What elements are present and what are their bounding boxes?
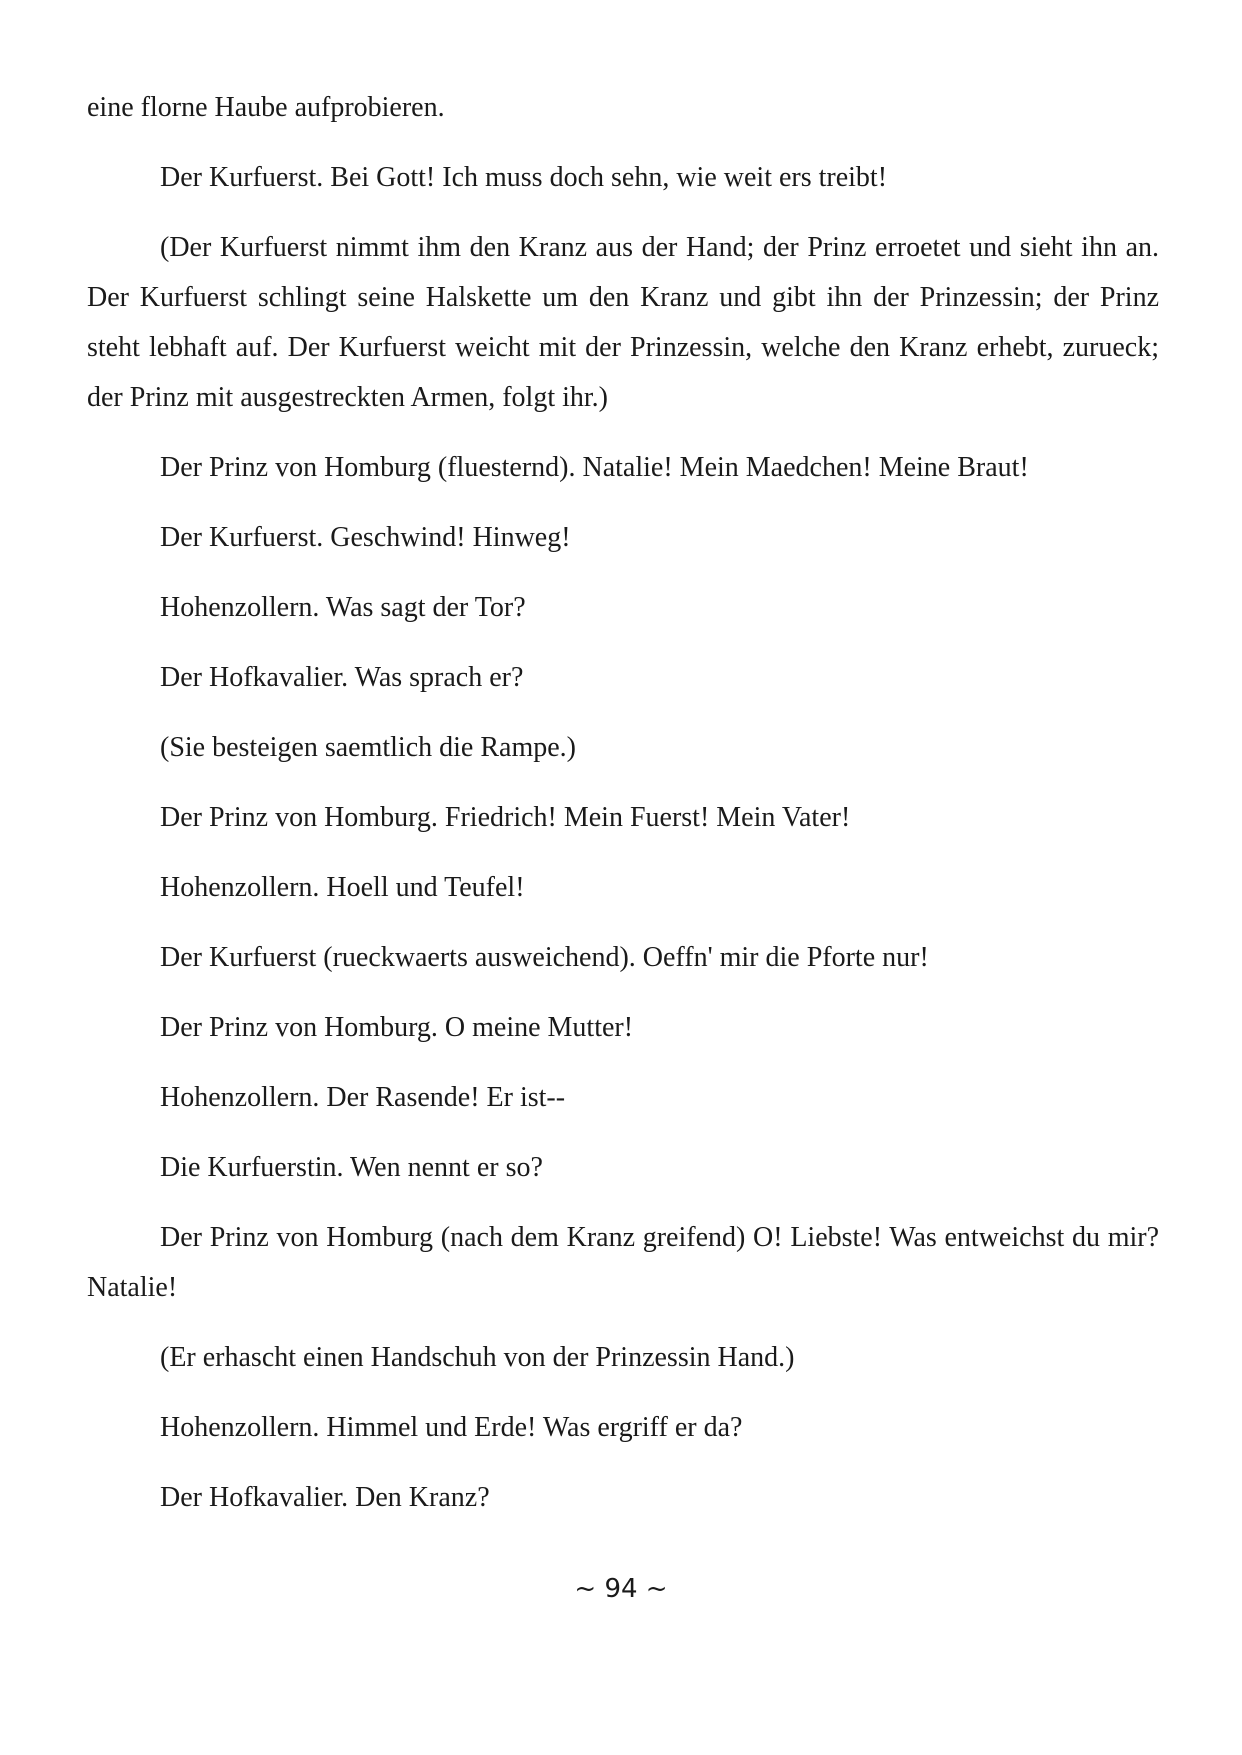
paragraph: Der Kurfuerst (rueckwaerts ausweichend). Oeffn' mir die Pforte nur! bbox=[160, 942, 929, 973]
paragraph: Der Hofkavalier. Was sprach er? bbox=[160, 662, 524, 693]
paragraph: Die Kurfuerstin. Wen nennt er so? bbox=[160, 1152, 543, 1183]
paragraph: Der Kurfuerst. Geschwind! Hinweg! bbox=[160, 522, 571, 553]
paragraph: Der Prinz von Homburg (nach dem Kranz greifend) O! Liebste! Was entweichst du mir? Natalie! bbox=[87, 1222, 1159, 1303]
paragraph: Hohenzollern. Was sagt der Tor? bbox=[160, 592, 526, 623]
paragraph: (Sie besteigen saemtlich die Rampe.) bbox=[160, 732, 576, 763]
body-text bbox=[87, 83, 1159, 1543]
paragraph: Der Hofkavalier. Den Kranz? bbox=[160, 1482, 490, 1513]
paragraph: (Er erhascht einen Handschuh von der Prinzessin Hand.) bbox=[160, 1342, 795, 1373]
paragraph: Der Prinz von Homburg. O meine Mutter! bbox=[160, 1012, 634, 1043]
paragraph: Der Kurfuerst. Bei Gott! Ich muss doch sehn, wie weit ers treibt! bbox=[160, 162, 888, 193]
paragraph: Der Prinz von Homburg. Friedrich! Mein Fuerst! Mein Vater! bbox=[160, 802, 851, 833]
paragraph: Der Prinz von Homburg (fluesternd). Natalie! Mein Maedchen! Meine Braut! bbox=[160, 452, 1029, 483]
paragraph: Hohenzollern. Der Rasende! Er ist-- bbox=[160, 1082, 566, 1113]
paragraph: (Der Kurfuerst nimmt ihm den Kranz aus der Hand; der Prinz erroetet und sieht ihn an. Der Kurfuerst schlingt seine Halskette um den Kranz und gibt ihn der Prinzessin; der Prinz steht lebhaft auf. Der Kurfuerst weicht mit der Prinzessin, welche den Kranz erhebt, zurueck; der Prinz mit ausgestreckten Armen, folgt ihr.) bbox=[87, 232, 1159, 413]
paragraph: Hohenzollern. Himmel und Erde! Was ergriff er da? bbox=[160, 1412, 743, 1443]
paragraph: Hohenzollern. Hoell und Teufel! bbox=[160, 872, 525, 903]
paragraph: eine florne Haube aufprobieren. bbox=[87, 92, 445, 123]
page-number: ~ 94 ~ bbox=[574, 1574, 668, 1604]
